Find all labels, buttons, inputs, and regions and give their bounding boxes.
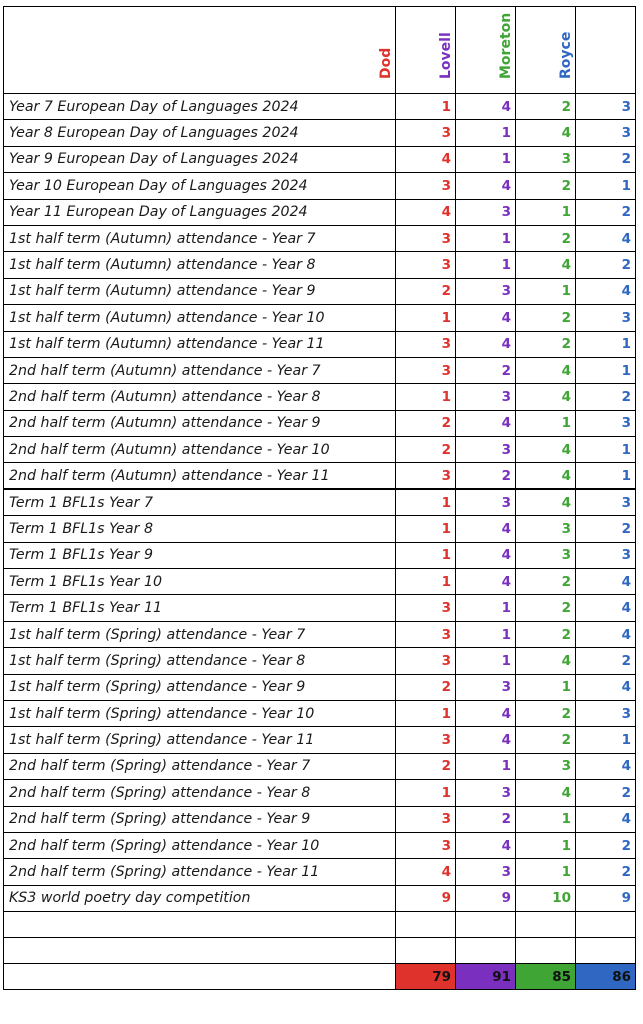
event-label: 1st half term (Autumn) attendance - Year 11 — [4, 331, 396, 357]
header-corner-cell — [4, 7, 396, 94]
score-royce: 3 — [576, 700, 636, 726]
score-dod: 3 — [396, 832, 456, 858]
score-lovell: 2 — [456, 463, 516, 489]
score-moreton: 4 — [516, 463, 576, 489]
score-dod: 3 — [396, 621, 456, 647]
header-row — [4, 7, 636, 94]
score-royce: 2 — [576, 252, 636, 278]
score-royce: 1 — [576, 357, 636, 383]
score-dod: 3 — [396, 120, 456, 146]
score-royce: 1 — [576, 173, 636, 199]
score-moreton: 2 — [516, 621, 576, 647]
score-lovell: 4 — [456, 173, 516, 199]
score-moreton: 4 — [516, 120, 576, 146]
house-name-lovell: Lovell — [437, 32, 454, 79]
score-royce: 3 — [576, 489, 636, 515]
score-lovell: 3 — [456, 859, 516, 885]
event-label: 2nd half term (Autumn) attendance - Year 11 — [4, 463, 396, 489]
event-label: Year 9 European Day of Languages 2024 — [4, 146, 396, 172]
table-row — [4, 516, 636, 542]
house-name-dod: Dod — [377, 47, 394, 79]
score-dod: 2 — [396, 753, 456, 779]
event-label: KS3 world poetry day competition — [4, 885, 396, 911]
score-dod: 2 — [396, 437, 456, 463]
event-label: 1st half term (Spring) attendance - Year 11 — [4, 727, 396, 753]
score-royce: 9 — [576, 885, 636, 911]
score-moreton: 2 — [516, 173, 576, 199]
score-dod: 4 — [396, 859, 456, 885]
score-royce: 1 — [576, 331, 636, 357]
event-label: 2nd half term (Autumn) attendance - Year 8 — [4, 384, 396, 410]
score-moreton: 2 — [516, 700, 576, 726]
blank-cell — [576, 912, 636, 938]
table-row — [4, 595, 636, 621]
table-row — [4, 859, 636, 885]
score-lovell: 4 — [456, 94, 516, 120]
score-royce: 2 — [576, 859, 636, 885]
score-moreton: 3 — [516, 516, 576, 542]
blank-row — [4, 938, 636, 964]
table-row — [4, 225, 636, 251]
score-dod: 1 — [396, 569, 456, 595]
score-lovell: 1 — [456, 753, 516, 779]
score-lovell: 4 — [456, 331, 516, 357]
score-moreton: 3 — [516, 753, 576, 779]
score-dod: 1 — [396, 94, 456, 120]
score-lovell: 1 — [456, 120, 516, 146]
table-row — [4, 885, 636, 911]
score-royce: 2 — [576, 648, 636, 674]
score-lovell: 1 — [456, 621, 516, 647]
score-moreton: 1 — [516, 278, 576, 304]
table-row — [4, 94, 636, 120]
table-row — [4, 437, 636, 463]
table-row — [4, 806, 636, 832]
score-dod: 2 — [396, 278, 456, 304]
total-dod: 79 — [396, 964, 456, 990]
table-row — [4, 410, 636, 436]
table-row — [4, 753, 636, 779]
score-lovell: 4 — [456, 832, 516, 858]
score-moreton: 2 — [516, 94, 576, 120]
score-royce: 2 — [576, 780, 636, 806]
table-row — [4, 780, 636, 806]
table-row — [4, 700, 636, 726]
score-dod: 3 — [396, 331, 456, 357]
house-name-royce: Royce — [557, 31, 574, 79]
score-royce: 2 — [576, 199, 636, 225]
blank-cell — [516, 938, 576, 964]
table-row — [4, 648, 636, 674]
event-label: 1st half term (Autumn) attendance - Year 8 — [4, 252, 396, 278]
event-label: 2nd half term (Autumn) attendance - Year 9 — [4, 410, 396, 436]
score-dod: 1 — [396, 542, 456, 568]
event-label: 1st half term (Autumn) attendance - Year 10 — [4, 305, 396, 331]
score-royce: 4 — [576, 674, 636, 700]
house-points-table — [3, 6, 636, 990]
score-moreton: 4 — [516, 357, 576, 383]
event-rows — [4, 94, 636, 912]
score-royce: 1 — [576, 437, 636, 463]
score-dod: 3 — [396, 648, 456, 674]
event-label: 1st half term (Spring) attendance - Year 7 — [4, 621, 396, 647]
blank-cell — [576, 938, 636, 964]
score-lovell: 3 — [456, 780, 516, 806]
event-label: Term 1 BFL1s Year 9 — [4, 542, 396, 568]
blank-cell — [4, 938, 396, 964]
house-name-moreton: Moreton — [497, 12, 514, 79]
blank-cell — [4, 912, 396, 938]
score-moreton: 1 — [516, 859, 576, 885]
score-lovell: 3 — [456, 199, 516, 225]
blank-cell — [396, 938, 456, 964]
score-moreton: 2 — [516, 305, 576, 331]
event-label: Year 11 European Day of Languages 2024 — [4, 199, 396, 225]
score-lovell: 4 — [456, 727, 516, 753]
score-lovell: 1 — [456, 595, 516, 621]
table-row — [4, 489, 636, 515]
score-dod: 1 — [396, 305, 456, 331]
score-dod: 1 — [396, 516, 456, 542]
score-royce: 3 — [576, 120, 636, 146]
blank-cell — [456, 912, 516, 938]
score-dod: 3 — [396, 252, 456, 278]
score-moreton: 3 — [516, 146, 576, 172]
event-label: 2nd half term (Autumn) attendance - Year 7 — [4, 357, 396, 383]
table-row — [4, 252, 636, 278]
score-lovell: 1 — [456, 252, 516, 278]
score-dod: 3 — [396, 463, 456, 489]
score-dod: 3 — [396, 173, 456, 199]
table-row — [4, 331, 636, 357]
score-dod: 9 — [396, 885, 456, 911]
event-label: 2nd half term (Spring) attendance - Year 9 — [4, 806, 396, 832]
score-royce: 2 — [576, 146, 636, 172]
score-moreton: 2 — [516, 225, 576, 251]
score-moreton: 1 — [516, 674, 576, 700]
score-moreton: 2 — [516, 595, 576, 621]
table-row — [4, 463, 636, 489]
blank-row — [4, 912, 636, 938]
score-royce: 3 — [576, 542, 636, 568]
score-royce: 3 — [576, 410, 636, 436]
score-lovell: 4 — [456, 516, 516, 542]
score-lovell: 3 — [456, 437, 516, 463]
score-moreton: 2 — [516, 569, 576, 595]
score-royce: 4 — [576, 225, 636, 251]
score-lovell: 1 — [456, 225, 516, 251]
score-moreton: 3 — [516, 542, 576, 568]
score-moreton: 4 — [516, 437, 576, 463]
score-moreton: 4 — [516, 489, 576, 515]
score-royce: 4 — [576, 621, 636, 647]
score-moreton: 1 — [516, 410, 576, 436]
score-royce: 2 — [576, 832, 636, 858]
total-moreton: 85 — [516, 964, 576, 990]
score-moreton: 1 — [516, 806, 576, 832]
score-royce: 4 — [576, 595, 636, 621]
event-label: 2nd half term (Spring) attendance - Year 7 — [4, 753, 396, 779]
score-dod: 3 — [396, 727, 456, 753]
score-dod: 3 — [396, 806, 456, 832]
score-dod: 3 — [396, 357, 456, 383]
table-row — [4, 120, 636, 146]
score-lovell: 1 — [456, 146, 516, 172]
table-row — [4, 278, 636, 304]
totals-label-cell — [4, 964, 396, 990]
score-dod: 1 — [396, 780, 456, 806]
score-royce: 1 — [576, 463, 636, 489]
blank-cell — [456, 938, 516, 964]
totals-row — [4, 964, 636, 990]
score-moreton: 4 — [516, 780, 576, 806]
event-label: 2nd half term (Spring) attendance - Year 8 — [4, 780, 396, 806]
score-dod: 1 — [396, 489, 456, 515]
score-moreton: 1 — [516, 832, 576, 858]
table-row — [4, 674, 636, 700]
score-lovell: 2 — [456, 806, 516, 832]
score-dod: 3 — [396, 225, 456, 251]
score-royce: 2 — [576, 384, 636, 410]
score-royce: 3 — [576, 305, 636, 331]
event-label: Year 7 European Day of Languages 2024 — [4, 94, 396, 120]
score-moreton: 4 — [516, 384, 576, 410]
score-dod: 4 — [396, 146, 456, 172]
score-lovell: 3 — [456, 674, 516, 700]
score-royce: 1 — [576, 727, 636, 753]
house-header-royce — [557, 7, 636, 94]
table-row — [4, 146, 636, 172]
event-label: 1st half term (Spring) attendance - Year 9 — [4, 674, 396, 700]
score-lovell: 2 — [456, 357, 516, 383]
table-row — [4, 357, 636, 383]
score-lovell: 4 — [456, 305, 516, 331]
table-row — [4, 173, 636, 199]
score-royce: 4 — [576, 806, 636, 832]
score-lovell: 4 — [456, 700, 516, 726]
score-dod: 2 — [396, 674, 456, 700]
score-dod: 3 — [396, 595, 456, 621]
blank-cell — [516, 912, 576, 938]
event-label: 1st half term (Spring) attendance - Year 10 — [4, 700, 396, 726]
score-lovell: 4 — [456, 569, 516, 595]
event-label: 2nd half term (Spring) attendance - Year 11 — [4, 859, 396, 885]
score-royce: 2 — [576, 516, 636, 542]
score-moreton: 4 — [516, 252, 576, 278]
score-royce: 4 — [576, 753, 636, 779]
event-label: Year 10 European Day of Languages 2024 — [4, 173, 396, 199]
event-label: Term 1 BFL1s Year 8 — [4, 516, 396, 542]
score-royce: 4 — [576, 569, 636, 595]
table-row — [4, 199, 636, 225]
score-moreton: 2 — [516, 727, 576, 753]
score-moreton: 4 — [516, 648, 576, 674]
score-lovell: 9 — [456, 885, 516, 911]
score-lovell: 4 — [456, 542, 516, 568]
table-row — [4, 569, 636, 595]
table-row — [4, 621, 636, 647]
event-label: Term 1 BFL1s Year 11 — [4, 595, 396, 621]
score-lovell: 3 — [456, 278, 516, 304]
total-lovell: 91 — [456, 964, 516, 990]
event-label: 1st half term (Autumn) attendance - Year 9 — [4, 278, 396, 304]
table-row — [4, 384, 636, 410]
event-label: 2nd half term (Spring) attendance - Year 10 — [4, 832, 396, 858]
score-lovell: 4 — [456, 410, 516, 436]
score-lovell: 3 — [456, 489, 516, 515]
score-lovell: 3 — [456, 384, 516, 410]
event-label: Year 8 European Day of Languages 2024 — [4, 120, 396, 146]
blank-cell — [396, 912, 456, 938]
event-label: 2nd half term (Autumn) attendance - Year 10 — [4, 437, 396, 463]
score-royce: 4 — [576, 278, 636, 304]
score-lovell: 1 — [456, 648, 516, 674]
total-royce: 86 — [576, 964, 636, 990]
score-royce: 3 — [576, 94, 636, 120]
table-row — [4, 727, 636, 753]
score-moreton: 10 — [516, 885, 576, 911]
event-label: Term 1 BFL1s Year 10 — [4, 569, 396, 595]
table-row — [4, 305, 636, 331]
table-row — [4, 832, 636, 858]
score-dod: 2 — [396, 410, 456, 436]
score-dod: 4 — [396, 199, 456, 225]
event-label: 1st half term (Autumn) attendance - Year 7 — [4, 225, 396, 251]
score-dod: 1 — [396, 700, 456, 726]
score-moreton: 1 — [516, 199, 576, 225]
event-label: Term 1 BFL1s Year 7 — [4, 489, 396, 515]
event-label: 1st half term (Spring) attendance - Year 8 — [4, 648, 396, 674]
score-moreton: 2 — [516, 331, 576, 357]
score-dod: 1 — [396, 384, 456, 410]
table-row — [4, 542, 636, 568]
